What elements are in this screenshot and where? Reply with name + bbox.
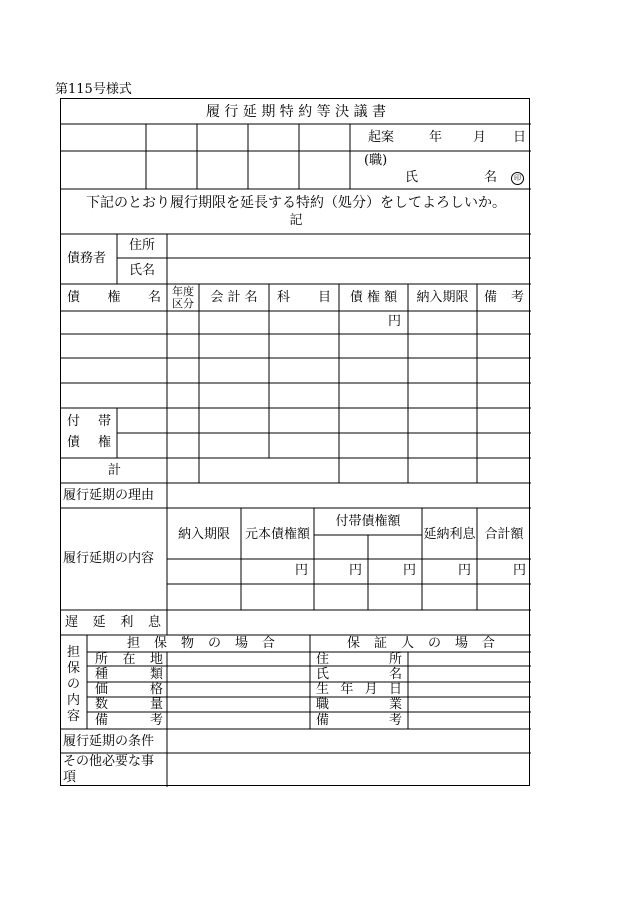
guarantor-row-remarks: 備 考 bbox=[316, 713, 402, 728]
account-name-header: 会 計 名 bbox=[210, 290, 258, 305]
draft-label: 起案 bbox=[368, 130, 395, 145]
claim-amount-yen: 円 bbox=[388, 314, 402, 329]
incidental-1-yen: 円 bbox=[349, 563, 363, 578]
draft-year-label: 年 bbox=[429, 130, 443, 145]
debtor-name-label: 氏名 bbox=[129, 263, 156, 278]
guarantor-title: 保 証 人 の 場 合 bbox=[347, 636, 495, 651]
content-due-header: 納入期限 bbox=[177, 527, 230, 542]
ki-mark: 記 bbox=[289, 213, 303, 228]
content-incidental-header: 付帯債権額 bbox=[335, 514, 401, 529]
content-principal-header: 元本債権額 bbox=[244, 527, 310, 542]
other-label-2: 項 bbox=[63, 770, 77, 785]
debtor-label: 債務者 bbox=[67, 251, 107, 266]
incidental-label-1: 付 帯 bbox=[67, 414, 111, 429]
collateral-row-price: 価 格 bbox=[95, 682, 163, 697]
guarantor-row-name: 氏 名 bbox=[316, 667, 402, 682]
deferral-interest-yen: 円 bbox=[458, 563, 472, 578]
content-label: 履行延期の内容 bbox=[63, 551, 155, 566]
due-date-header: 納入期限 bbox=[416, 290, 469, 305]
collateral-title: 担 保 物 の 場 合 bbox=[127, 636, 275, 651]
position-label: (職) bbox=[364, 153, 388, 168]
guarantor-row-occupation: 職 業 bbox=[316, 697, 402, 712]
year-class-header-1: 年度 bbox=[172, 285, 194, 298]
claim-name-header: 債 権 名 bbox=[67, 290, 161, 305]
collateral-row-type: 種 類 bbox=[95, 667, 163, 682]
incidental-2-yen: 円 bbox=[403, 563, 417, 578]
principal-yen: 円 bbox=[295, 563, 309, 578]
form-number: 第115号様式 bbox=[55, 82, 132, 97]
guarantor-row-birthdate: 生 年 月 日 bbox=[316, 682, 402, 697]
security-label: 担 保 の 内 容 bbox=[67, 645, 81, 724]
claim-amount-header: 債 権 額 bbox=[349, 290, 398, 305]
seal-mark: 印 bbox=[511, 172, 524, 185]
draft-day-label: 日 bbox=[513, 130, 527, 145]
remarks-header: 備 考 bbox=[484, 290, 524, 305]
total-label: 計 bbox=[108, 463, 122, 478]
sum-yen: 円 bbox=[513, 563, 527, 578]
form-title: 履 行 延 期 特 約 等 決 議 書 bbox=[205, 104, 387, 120]
subject-header: 科 目 bbox=[277, 290, 331, 305]
draft-month-label: 月 bbox=[473, 130, 487, 145]
collateral-row-quantity: 数 量 bbox=[95, 697, 163, 712]
debtor-address-label: 住所 bbox=[129, 238, 156, 253]
other-label-1: その他必要な事 bbox=[63, 754, 155, 769]
year-class-header-2: 区分 bbox=[172, 297, 194, 310]
reason-label: 履行延期の理由 bbox=[63, 488, 155, 503]
collateral-row-remarks: 備 考 bbox=[95, 713, 163, 728]
content-sum-header: 合計額 bbox=[484, 527, 524, 542]
name-label-1: 氏 bbox=[405, 170, 419, 185]
collateral-row-location: 所 在 地 bbox=[95, 652, 163, 667]
incidental-label-2: 債 権 bbox=[67, 435, 111, 450]
name-label-2: 名 bbox=[484, 170, 498, 185]
conditions-label: 履行延期の条件 bbox=[63, 734, 155, 749]
guarantor-row-address: 住 所 bbox=[316, 652, 402, 667]
late-interest-label: 遅 延 利 息 bbox=[65, 615, 161, 630]
content-deferral-interest-header: 延納利息 bbox=[423, 527, 476, 542]
intro-text: 下記のとおり履行期限を延長する特約（処分）をしてよろしいか。 bbox=[86, 195, 506, 211]
deferral-resolution-form bbox=[60, 98, 530, 786]
